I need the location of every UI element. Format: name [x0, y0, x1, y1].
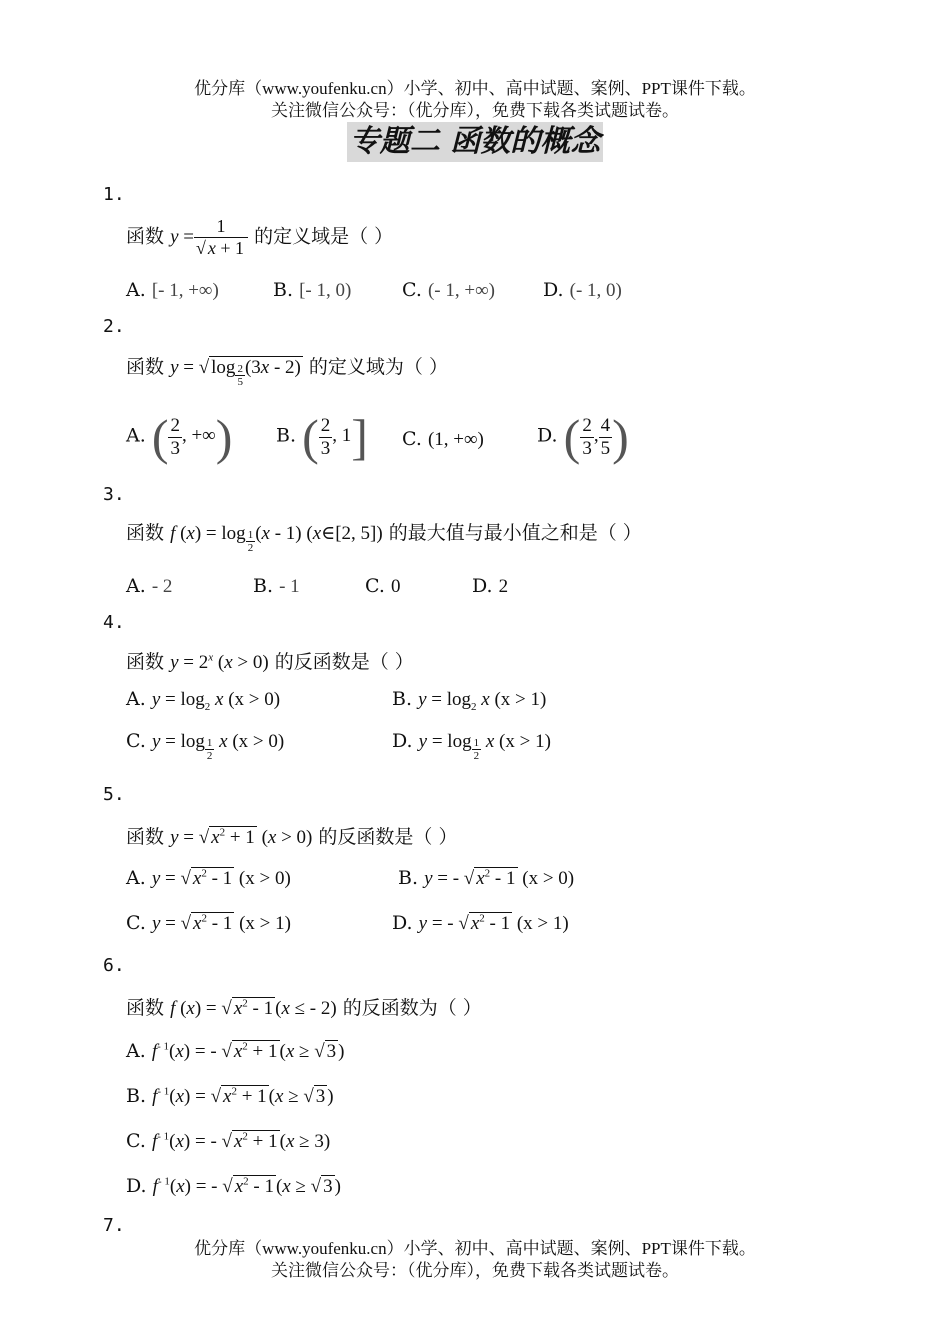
option: C. $f^{- 1}(x)$ = - √ $x^2 + 1$ (x ≥ 3) — [126, 1130, 331, 1152]
question-number: 6. — [103, 955, 125, 976]
page-header-line-2: 关注微信公众号：（优分库），免费下载各类试题试卷。 — [271, 101, 679, 120]
question-number: 5. — [103, 784, 125, 805]
question-stem: 函数 y = √ log $_{\frac{2}{5}}$ (3x - 2) 的定义域为（ ） — [126, 356, 448, 388]
option: B. ( $\frac{2}{3}$ , 1] — [276, 409, 368, 465]
option: A. [- 1, +∞) — [126, 279, 219, 301]
option: C. 0 — [365, 575, 401, 597]
question-number: 7. — [103, 1215, 125, 1236]
option: A. ( $\frac{2}{3}$ , +∞) — [126, 409, 233, 465]
page-footer-line-1: 优分库（www.youfenku.cn）小学、初中、高中试题、案例、PPT课件下载。 — [194, 1239, 756, 1258]
question-stem: 函数 y = √ $x^2 + 1$ (x > 0) 的反函数是（ ） — [126, 826, 458, 848]
option: D. 2 — [472, 575, 509, 597]
option: B. $y = \log_2 x$ (x > 1) — [392, 688, 547, 713]
option: B. [- 1, 0) — [273, 279, 352, 301]
option: A. $y = \log_2 x$ (x > 0) — [126, 688, 281, 713]
option: C. y = √ $x^2 - 1$ (x > 1) — [126, 912, 291, 934]
page-title: 专题二 函数的概念 — [0, 122, 950, 162]
page-header-line-1: 优分库（www.youfenku.cn）小学、初中、高中试题、案例、PPT课件下载。 — [194, 79, 756, 98]
question-number: 3. — [103, 484, 125, 505]
option: A. - 2 — [126, 575, 173, 597]
page-footer-line-2: 关注微信公众号：（优分库），免费下载各类试题试卷。 — [271, 1261, 679, 1280]
option: D. ( $\frac{2}{3}$ , $\frac{4}{5}$ ) — [537, 409, 629, 465]
option: C. y = log $_{\frac{1}{2}}$ x (x > 0) — [126, 730, 285, 762]
option: A. y = √ $x^2 - 1$ (x > 0) — [126, 867, 291, 889]
option: B. $f^{- 1}(x)$ = √ $x^2 + 1$ (x ≥ √ 3 ) — [126, 1085, 334, 1107]
option: D. y = log $_{\frac{1}{2}}$ x (x > 1) — [392, 730, 551, 762]
option: B. y = - √ $x^2 - 1$ (x > 0) — [398, 867, 575, 889]
option: D. (- 1, 0) — [543, 279, 622, 301]
question-number: 1. — [103, 184, 125, 205]
option: B. - 1 — [253, 575, 300, 597]
question-number: 2. — [103, 316, 125, 337]
option: D. $f^{- 1}(x)$ = - √ $x^2 - 1$ (x ≥ √ 3 ) — [126, 1175, 341, 1197]
option: C. (- 1, +∞) — [402, 279, 495, 301]
question-stem: 函数 f (x) = √ $x^2 - 1$ (x ≤ - 2) 的反函数为（ ） — [126, 997, 482, 1019]
question-stem: 函数 $y = 2^x$ (x > 0) 的反函数是（ ） — [126, 651, 414, 673]
question-stem: 函数 f (x) = log $_{\frac{1}{2}}$ (x - 1) (x∈[2, 5]) 的最大值与最小值之和是（ ） — [126, 522, 642, 554]
option: D. y = - √ $x^2 - 1$ (x > 1) — [392, 912, 569, 934]
option: C. (1, +∞) — [402, 428, 484, 450]
question-number: 4. — [103, 612, 125, 633]
question-stem: 函数 y = $\frac{1}{√ x + 1}$ 的定义域是（ ） — [126, 216, 394, 258]
option: A. $f^{- 1}(x)$ = - √ $x^2 + 1$ (x ≥ √ 3 ) — [126, 1040, 345, 1062]
